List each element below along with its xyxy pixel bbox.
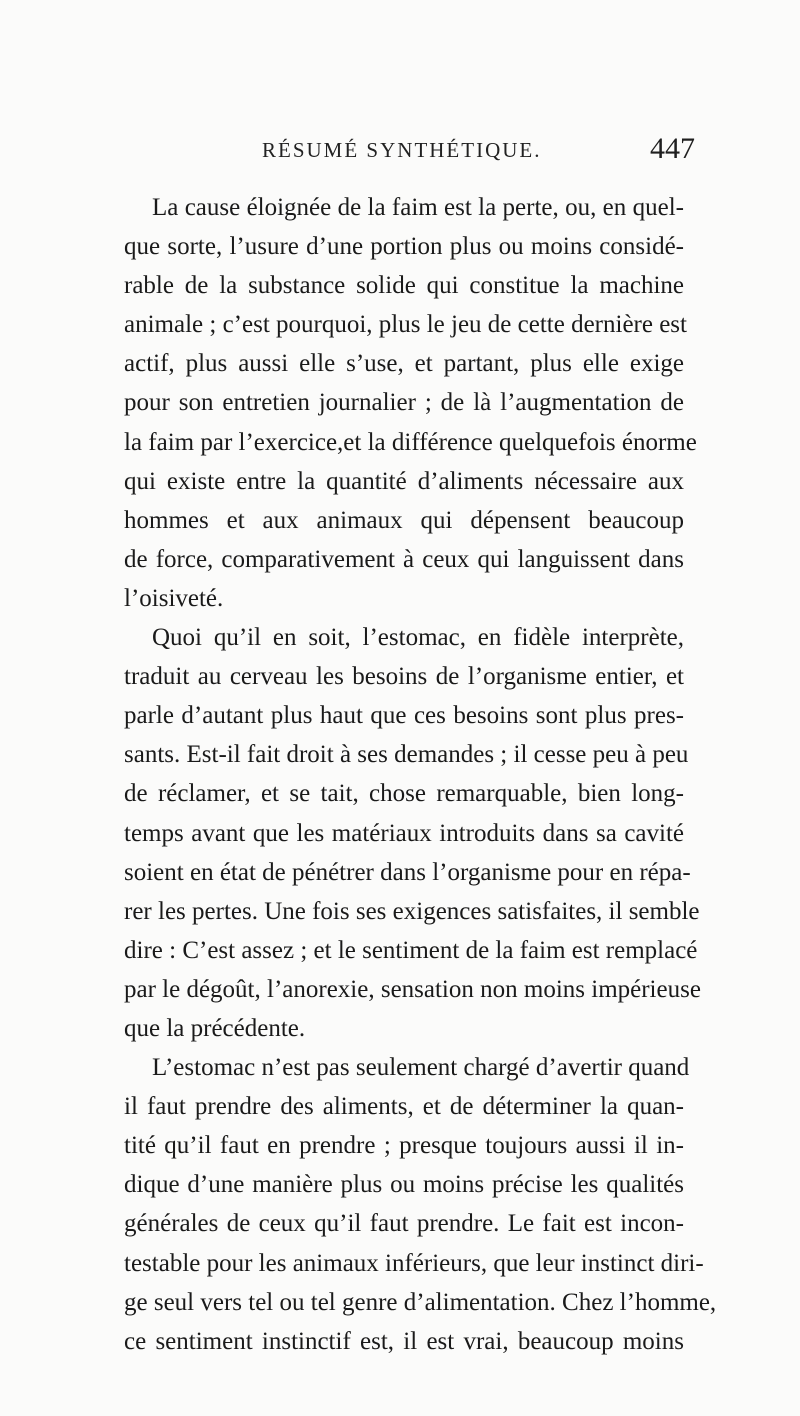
text-line: dique d’une manière plus ou moins précise les qualités [124, 1171, 684, 1199]
text-line: la faim par l’exercice,et la différence quelquefois énorme [124, 428, 697, 456]
text-line: par le dégoût, l’anorexie, sensation non moins impérieuse [124, 975, 701, 1003]
text-line: ge seul vers tel ou tel genre d’alimentation. Chez l’homme, [124, 1288, 717, 1316]
text-line: animale ; c’est pourquoi, plus le jeu de cette dernière est [124, 311, 687, 339]
text-line: parle d’autant plus haut que ces besoins sont plus pres- [124, 702, 684, 730]
text-line: pour son entretien journalier ; de là l’augmentation de [124, 389, 684, 417]
text-line: ce sentiment instinctif est, il est vrai, beaucoup moins [124, 1327, 684, 1355]
text-line: dire : C’est assez ; et le sentiment de la faim est remplacé [124, 936, 698, 964]
text-line: qui existe entre la quantité d’aliments nécessaire aux [124, 467, 684, 495]
text-line: rer les pertes. Une fois ses exigences satisfaites, il semble [124, 897, 700, 925]
page-number: 447 [650, 132, 695, 165]
text-line: l’oisiveté. [124, 584, 224, 612]
running-title: RÉSUMÉ SYNTHÉTIQUE. [262, 138, 542, 162]
text-line: La cause éloignée de la faim est la perte, ou, en quel- [152, 194, 684, 221]
text-line: testable pour les animaux inférieurs, que leur instinct diri- [124, 1249, 704, 1277]
text-line: Quoi qu’il en soit, l’estomac, en fidèle interprète, [152, 624, 684, 652]
text-line: sants. Est-il fait droit à ses demandes ; il cesse peu à peu [124, 741, 689, 769]
text-line: L’estomac n’est pas seulement chargé d’avertir quand [152, 1054, 690, 1082]
text-line: de force, comparativement à ceux qui languissent dans [124, 545, 684, 573]
text-line: générales de ceux qu’il faut prendre. Le fait est incon- [124, 1210, 684, 1238]
text-line: tité qu’il faut en prendre ; presque toujours aussi il in- [124, 1132, 684, 1160]
text-line: actif, plus aussi elle s’use, et partant, plus elle exige [124, 350, 684, 378]
text-line: de réclamer, et se tait, chose remarquable, bien long- [124, 780, 684, 808]
text-line: que sorte, l’usure d’une portion plus ou moins considé- [124, 233, 684, 261]
body-text [124, 188, 717, 1361]
running-head [0, 132, 800, 168]
text-line: que la précédente. [124, 1014, 306, 1042]
text-line: soient en état de pénétrer dans l’organisme pour en répa- [124, 858, 691, 886]
text-line: rable de la substance solide qui constitue la machine [124, 272, 684, 300]
text-line: traduit au cerveau les besoins de l’organisme entier, et [124, 663, 684, 691]
text-line: hommes et aux animaux qui dépensent beaucoup [124, 506, 684, 534]
text-line: il faut prendre des aliments, et de déterminer la quan- [124, 1093, 684, 1121]
text-line: temps avant que les matériaux introduits dans sa cavité [124, 819, 684, 847]
